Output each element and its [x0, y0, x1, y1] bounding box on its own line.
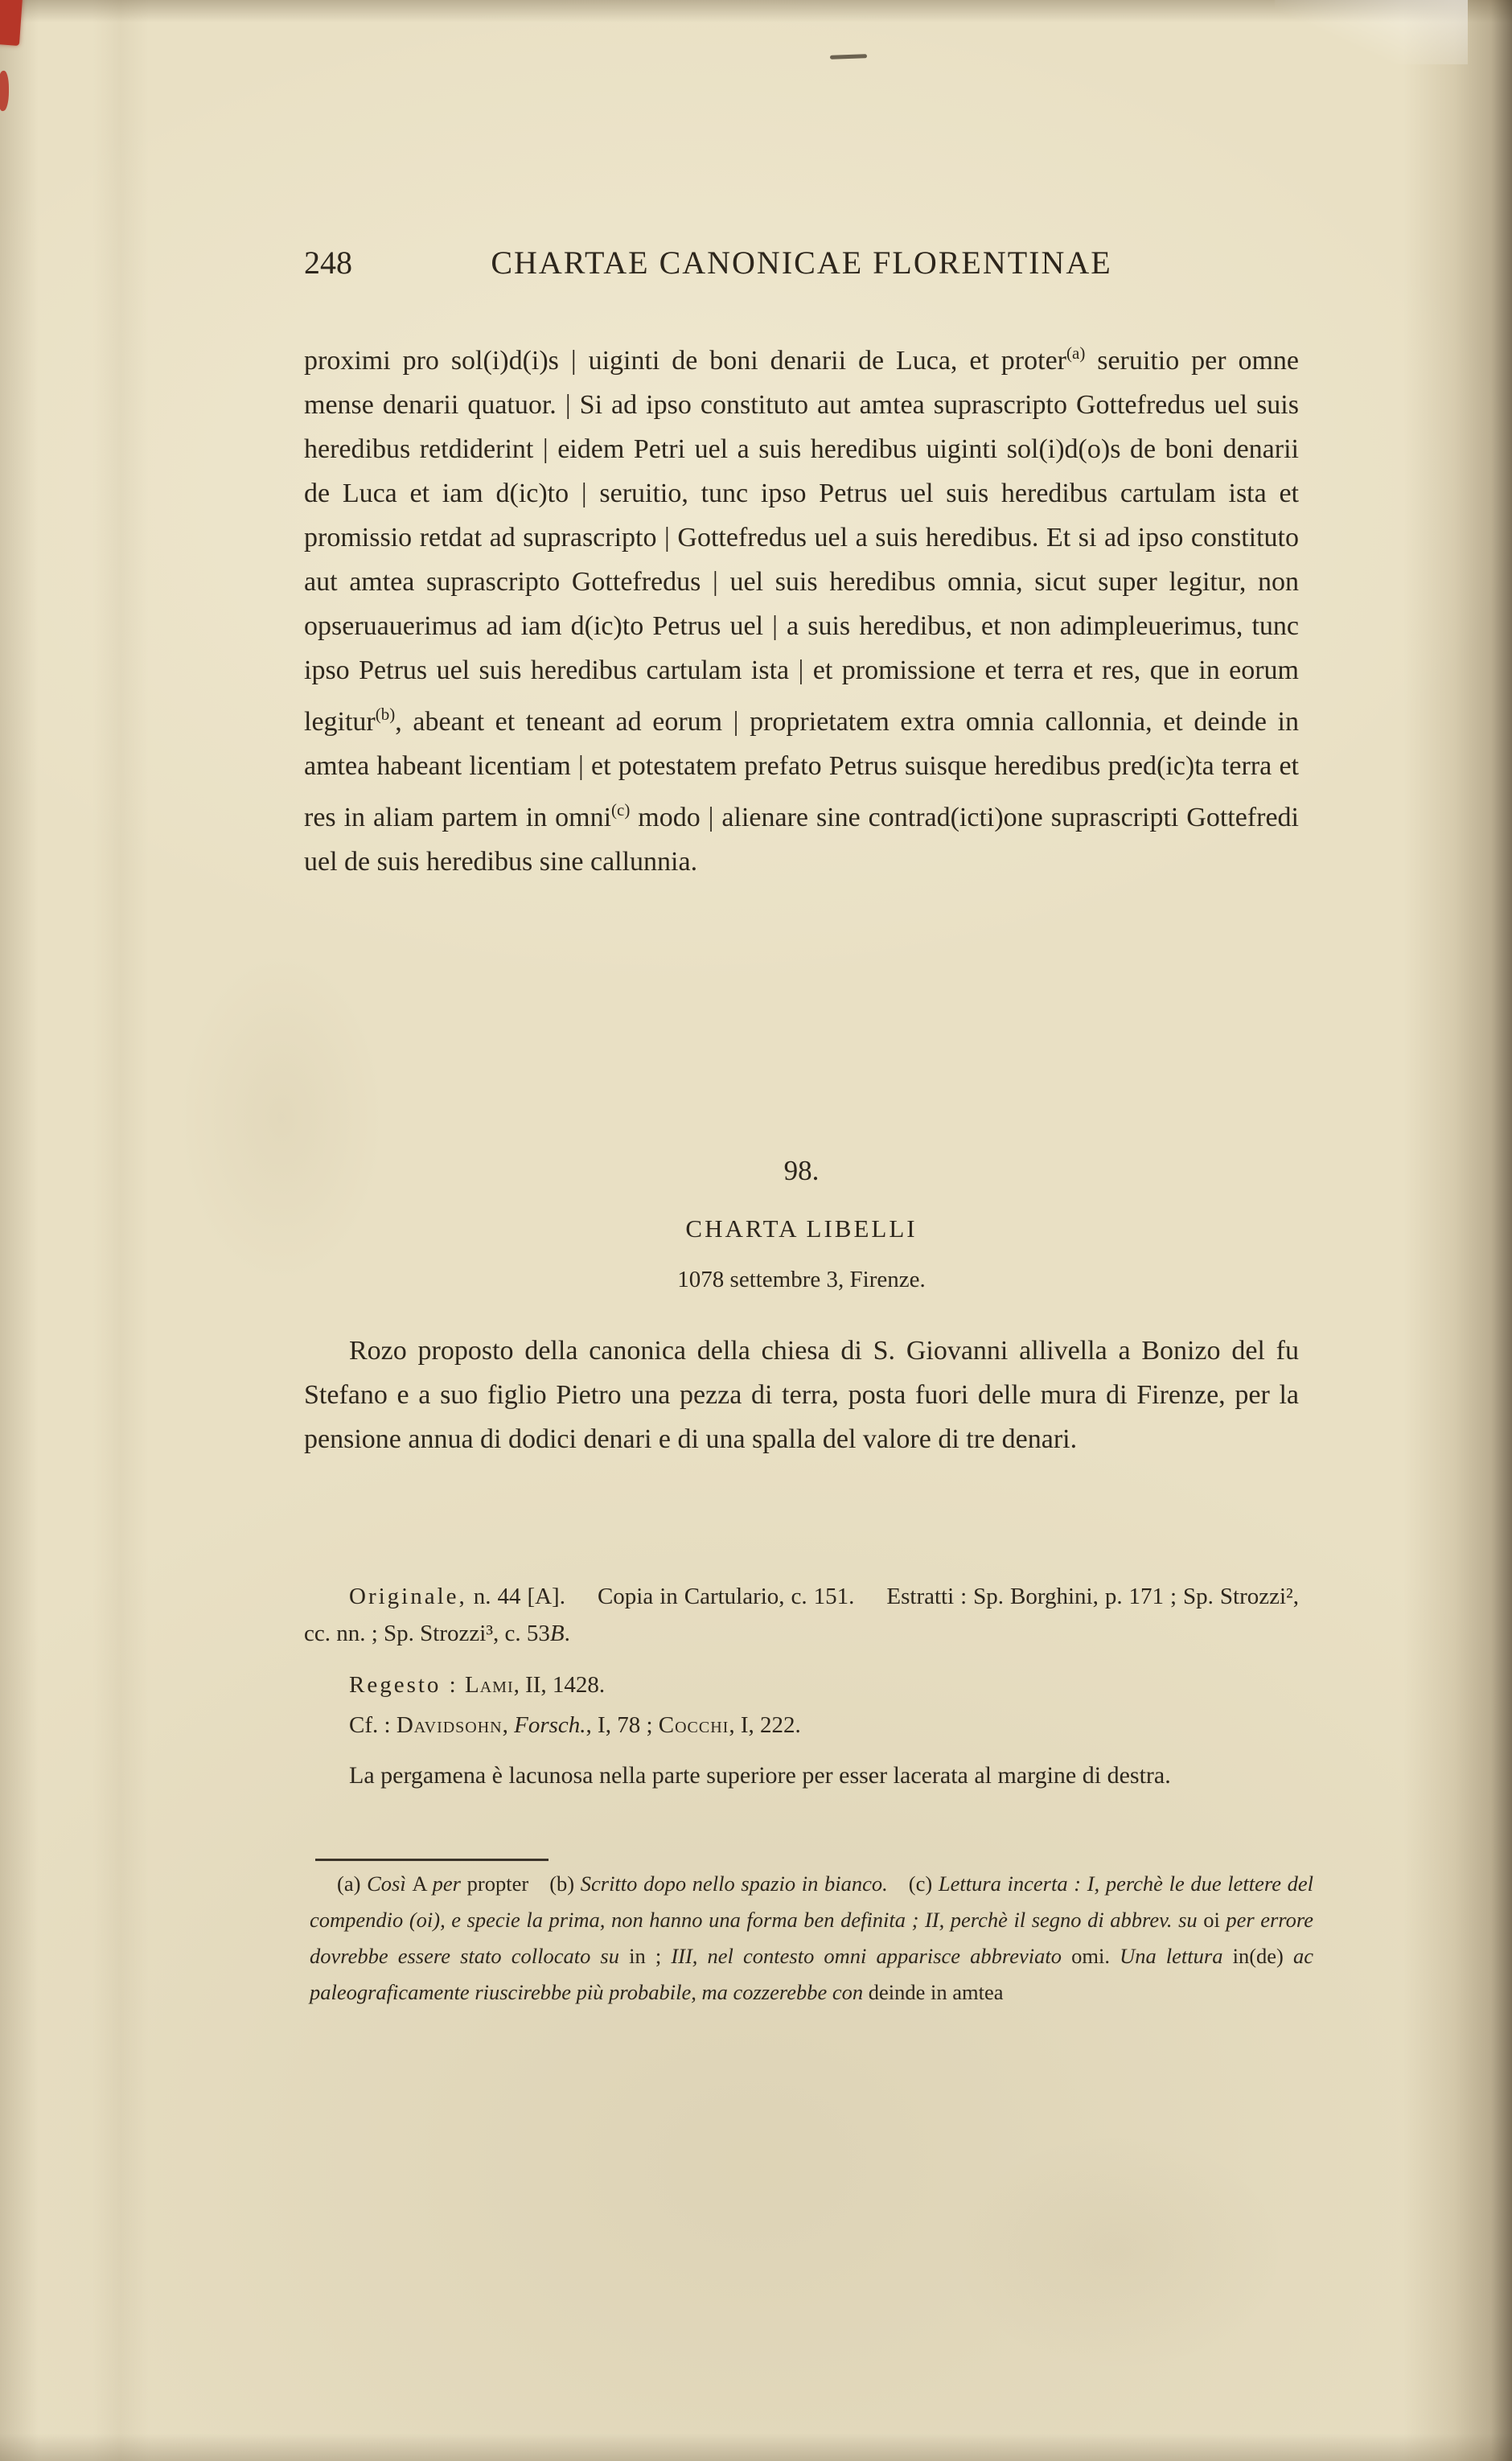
text-segment: A: [412, 1871, 433, 1896]
apparatus-sources-line: [304, 1578, 1299, 1652]
text-segment: seruitio per omne mense denarii quatuor. | Si ad ipso constituto aut amtea suprascripto Gottefredus uel suis heredibus retdiderint | eidem Petri uel a suis heredibus uiginti sol(i)d(o)s de boni denarii de Luca et iam d(ic)to | seruitio, tunc ipso Petrus uel suis heredibus cartulam ista et promissio retdat ad suprascripto | Gottefredus uel a suis heredibus. Et si ad ipso constituto aut amtea suprascripto Gottefredus | uel suis heredibus omnia, sicut super legitur, non opseruauerimus ad iam d(ic)to Petrus uel | a suis heredibus, et non adimpleuerimus, tunc ipso Petrus uel suis heredibus cartulam ista | et promissione et terra et res, que in eorum legitur: [304, 346, 1300, 737]
regesto-label: Regesto :: [349, 1672, 458, 1698]
charter-98-heading: [304, 1157, 1299, 1292]
text-segment: per: [432, 1871, 467, 1896]
text-segment: , abeant et teneant ad eorum | proprietatem extra omnia callonnia, et deinde in amtea habeant licentiam | et potestatem prefato Petrus suisque heredibus pred(ic)ta terra et res in aliam partem in omni: [304, 707, 1299, 832]
text-segment: modo | alienare sine contrad(icti)one suprascripti Gottefredi uel de suis heredibus sine callunnia.: [304, 803, 1299, 877]
footnote-marker-a: (a): [1066, 343, 1086, 363]
text-segment: , I, 222.: [729, 1712, 801, 1738]
text-segment: Così: [367, 1871, 413, 1896]
text-segment: III, nel contesto omni apparisce abbreviato: [671, 1944, 1072, 1968]
text-segment: deinde in amtea: [868, 1980, 1004, 2004]
author-name: Davidsohn: [396, 1712, 503, 1738]
text-segment: , II, 1428.: [513, 1672, 606, 1698]
text-segment: .: [564, 1621, 570, 1646]
text-segment: in(de): [1232, 1944, 1293, 1968]
running-title: CHARTAE CANONICAE FLORENTINAE: [491, 244, 1112, 281]
page-number: 248: [304, 244, 352, 281]
footnote-marker-c: (c): [611, 800, 631, 820]
footnote-c-marker: (c): [908, 1871, 939, 1896]
manuscript-siglum: B: [549, 1621, 565, 1646]
footnote-a-marker: (a): [337, 1871, 368, 1896]
text-segment: proximi pro sol(i)d(i)s | uiginti de boni denarii de Luca, et proter: [304, 346, 1066, 376]
red-ink-mark: [0, 0, 23, 46]
text-segment: n. 44 [A].: [466, 1584, 565, 1609]
footnote-b-marker: (b): [549, 1871, 581, 1896]
apparatus-regesto-line: [304, 1666, 1299, 1703]
text-segment: Scritto dopo nello spazio in bianco.: [580, 1871, 888, 1896]
work-title: Forsch.: [514, 1712, 586, 1738]
red-ink-mark: [0, 70, 9, 112]
footnotes-paragraph: [310, 1866, 1313, 2011]
copia-reference: Copia in Cartulario, c. 151.: [597, 1584, 855, 1609]
footnote-marker-b: (b): [375, 705, 396, 724]
author-name: Lami: [458, 1672, 514, 1698]
text-segment: Lettura incerta : I, perchè le due lettere del compendio (oi), e specie la prima, non hanno una forma ben definita ; II, perchè il segno di abbrev. su: [310, 1871, 1314, 1932]
apparatus-cf-line: [304, 1707, 1299, 1744]
text-segment: ,: [502, 1712, 515, 1738]
apparatus-block: [304, 1578, 1299, 1794]
author-name: Cocchi: [658, 1712, 729, 1738]
text-segment: Una lettura: [1120, 1944, 1233, 1968]
charter-97-paragraph: [304, 331, 1299, 884]
scan-artifact-dash: [830, 54, 867, 60]
text-segment: , I, 78 ;: [585, 1712, 659, 1738]
text-segment: ac paleograficamente riuscirebbe più probabile, ma cozzerebbe con: [310, 1944, 1313, 2004]
text-segment: propter: [466, 1871, 529, 1896]
page-corner-highlight: [1275, 0, 1468, 64]
charter-date: 1078 settembre 3, Firenze.: [677, 1267, 926, 1292]
charter-title: CHARTA LIBELLI: [685, 1214, 918, 1243]
text-segment: omi.: [1071, 1944, 1120, 1968]
estratti-reference: Estratti : Sp. Borghini, p. 171 ; Sp. Strozzi², cc. nn. ; Sp. Strozzi³, c. 53: [304, 1584, 1299, 1646]
paper-stain: [949, 2131, 1287, 2373]
page-gutter-shadow: [92, 0, 149, 2461]
text-segment: per errore dovrebbe essere stato collocato su: [310, 1908, 1313, 1968]
running-header: [304, 243, 1299, 285]
condition-note: La pergamena è lacunosa nella parte superiore per esser lacerata al margine di destra.: [349, 1762, 1171, 1789]
footnote-rule: [315, 1859, 549, 1861]
charter-98-summary: Rozo proposto della canonica della chiesa di S. Giovanni allivella a Bonizo del fu Stefano e a suo figlio Pietro una pezza di terra, posta fuori delle mura di Firenze, per la pensione annua di dodici denari e di una spalla del valore di tre denari.: [304, 1336, 1299, 1454]
text-segment: oi: [1203, 1908, 1226, 1932]
text-segment: in ;: [629, 1944, 672, 1968]
originale-label: Originale,: [349, 1584, 467, 1609]
cf-label: Cf. :: [349, 1712, 396, 1738]
charter-number: 98.: [783, 1155, 820, 1186]
